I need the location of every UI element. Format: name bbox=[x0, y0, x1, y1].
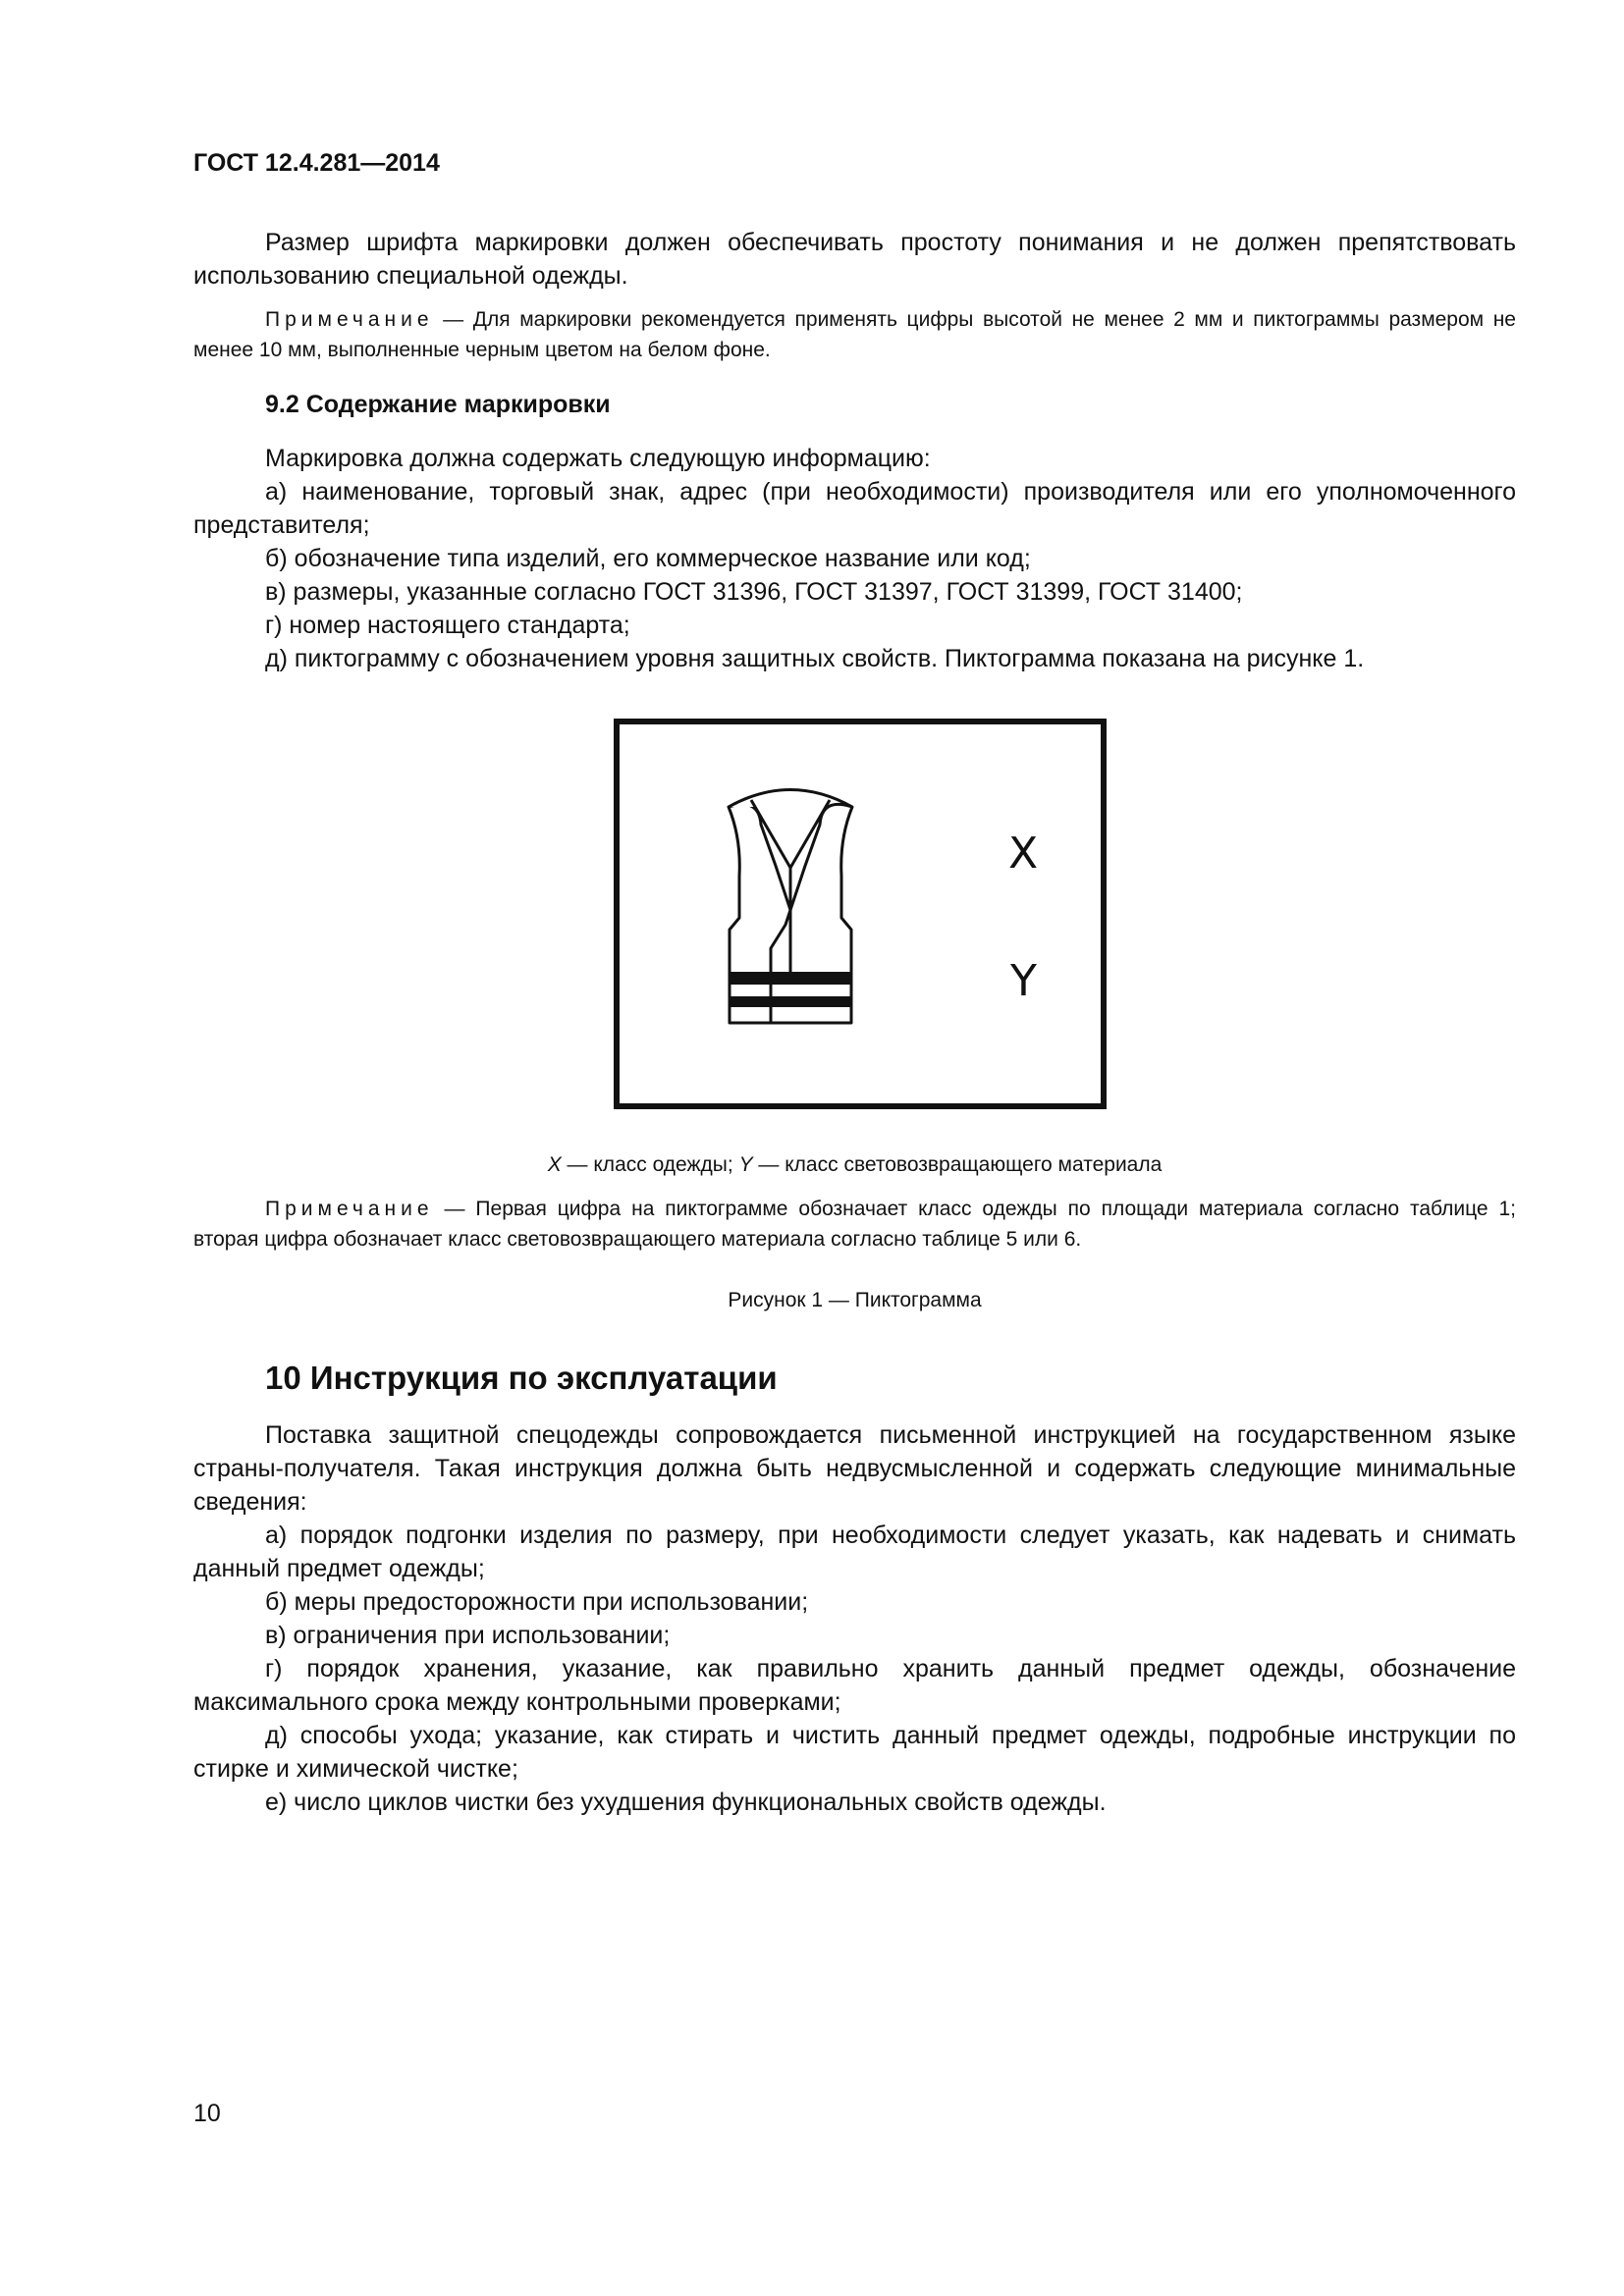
legend-y-text: — класс световозвращающего материала bbox=[752, 1153, 1163, 1176]
intro-block bbox=[193, 226, 1516, 365]
list-item: е) число циклов чистки без ухудшения функциональных свойств одежды. bbox=[265, 1789, 1107, 1816]
note-text: — Первая цифра на пиктограмме обозначает класс одежды по площади материала согласно таблице 1; вторая цифра обозначает класс световозвращающего материала согласно таблице 5 или 6. bbox=[193, 1198, 1516, 1251]
figure-caption: Рисунок 1 — Пиктограмма bbox=[728, 1289, 982, 1311]
section-9-2-body bbox=[193, 442, 1516, 675]
legend-x-text: — класс одежды; bbox=[561, 1153, 739, 1176]
list-item: г) порядок хранения, указание, как правильно хранить данный предмет одежды, обозначение максимального срока между контрольными проверками; bbox=[193, 1655, 1516, 1716]
reflective-stripe-upper bbox=[731, 972, 850, 985]
list-item: г) номер настоящего стандарта; bbox=[265, 612, 630, 639]
page-number: 10 bbox=[193, 2100, 221, 2127]
figure-legend bbox=[193, 1150, 1516, 1180]
figure-note-block bbox=[193, 1194, 1516, 1255]
legend-y: Y bbox=[738, 1153, 753, 1176]
section-9-2-lead: Маркировка должна содержать следующую информацию: bbox=[265, 445, 931, 472]
list-item: в) размеры, указанные согласно ГОСТ 31396, ГОСТ 31397, ГОСТ 31399, ГОСТ 31400; bbox=[265, 578, 1243, 606]
note-label: Примечание bbox=[265, 308, 434, 331]
list-item: б) меры предосторожности при использовании; bbox=[265, 1588, 809, 1616]
pictogram-figure bbox=[614, 719, 1107, 1109]
section-10-body bbox=[193, 1418, 1516, 1819]
intro-note bbox=[193, 304, 1516, 365]
note-text: — Для маркировки рекомендуется применять цифры высотой не менее 2 мм и пиктограммы размером не менее 10 мм, выполненные черным цветом на белом фоне. bbox=[193, 308, 1516, 361]
list-item: д) способы ухода; указание, как стирать и чистить данный предмет одежды, подробные инструкции по стирке и химической чистке; bbox=[193, 1722, 1516, 1783]
label-y: Y bbox=[1010, 956, 1037, 1006]
document-header: ГОСТ 12.4.281—2014 bbox=[193, 149, 440, 177]
section-9-2-title: 9.2 Содержание маркировки bbox=[265, 391, 611, 418]
intro-paragraph: Размер шрифта маркировки должен обеспечивать простоту понимания и не должен препятствовать использованию специальной одежды. bbox=[193, 229, 1516, 290]
section-10-title: 10 Инструкция по эксплуатации bbox=[265, 1360, 778, 1396]
pictogram-frame bbox=[617, 721, 1104, 1106]
label-x: X bbox=[1008, 828, 1039, 879]
list-item: а) порядок подгонки изделия по размеру, при необходимости следует указать, как надевать и снимать данный предмет одежды; bbox=[193, 1522, 1516, 1582]
list-item: б) обозначение типа изделий, его коммерческое название или код; bbox=[265, 545, 1031, 572]
list-item: в) ограничения при использовании; bbox=[265, 1622, 671, 1649]
figure-note bbox=[193, 1194, 1516, 1255]
note-label: Примечание bbox=[265, 1198, 434, 1220]
list-item: а) наименование, торговый знак, адрес (при необходимости) производителя или его уполномоченного представителя; bbox=[193, 478, 1516, 539]
section-10-lead: Поставка защитной спецодежды сопровождается письменной инструкцией на государственном языке страны-получателя. Такая инструкция должна быть недвусмысленной и содержать следующие минимальные сведения: bbox=[193, 1421, 1516, 1516]
list-item: д) пиктограмму с обозначением уровня защитных свойств. Пиктограмма показана на рисунке 1. bbox=[265, 645, 1365, 672]
legend-x: X bbox=[547, 1153, 562, 1176]
reflective-stripe-lower bbox=[731, 996, 850, 1007]
